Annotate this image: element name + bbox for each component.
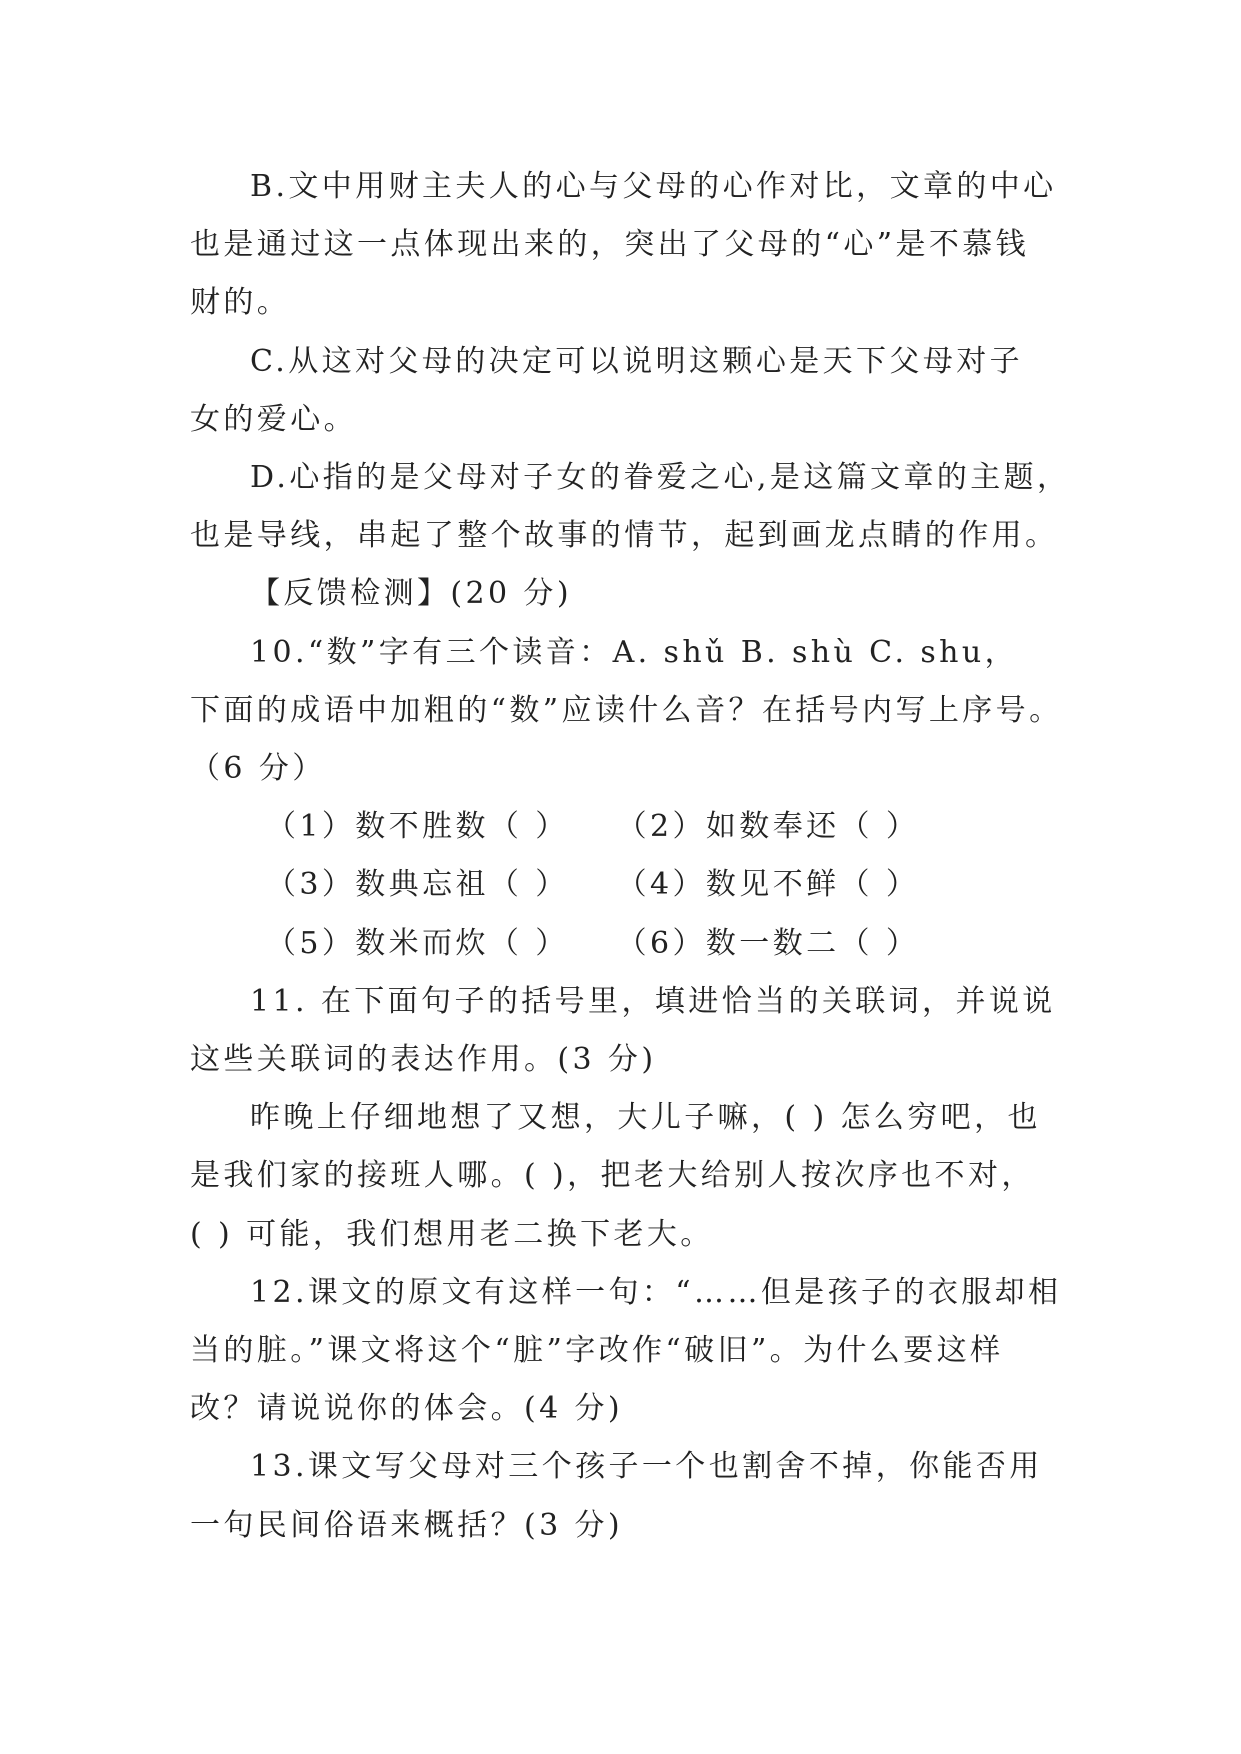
question-12-line-2: 当的脏。”课文将这个“脏”字改作“破旧”。为什么要这样	[190, 1333, 1004, 1369]
section-heading: 【反馈检测】(20 分)	[250, 576, 572, 612]
question-11-passage-line-1: 昨晚上仔细地想了又想，大儿子嘛，( ) 怎么穷吧，也	[250, 1100, 1041, 1136]
idiom-row-3	[190, 915, 1050, 973]
idiom-item: （3）数典忘祖（ ）	[266, 867, 569, 903]
idiom-item: （6）数一数二（ ）	[616, 925, 920, 961]
option-b-line-1: B.文中用财主夫人的心与父母的心作对比，文章的中心	[250, 169, 1057, 204]
idiom-item: （4）数见不鲜（ ）	[616, 867, 920, 903]
question-11-line-1: 11. 在下面句子的括号里，填进恰当的关联词，并说说	[250, 983, 1056, 1019]
option-d-line-1: D.心指的是父母对子女的眷爱之心,是这篇文章的主题，	[250, 460, 1071, 496]
question-13-line-2: 一句民间俗语来概括？(3 分)	[190, 1507, 624, 1543]
question-11-passage-line-2: 是我们家的接班人哪。( )，把老大给别人按次序也不对，	[190, 1158, 1035, 1194]
idiom-row-1	[190, 798, 1050, 856]
question-12-line-3: 改？请说说你的体会。(4 分)	[190, 1391, 624, 1427]
option-b-line-3: 财的。	[190, 285, 291, 321]
question-10-line-3: （6 分）	[190, 751, 326, 787]
option-d-line-2: 也是导线，串起了整个故事的情节，起到画龙点睛的作用。	[190, 518, 1059, 554]
question-11-line-2: 这些关联词的表达作用。(3 分)	[190, 1042, 657, 1078]
option-c-line-2: 女的爱心。	[190, 401, 357, 437]
idiom-item: （5）数米而炊（ ）	[266, 925, 569, 961]
question-11-passage-line-3: ( ) 可能，我们想用老二换下老大。	[190, 1216, 714, 1252]
question-12-line-1: 12.课文的原文有这样一句：“……但是孩子的衣服却相	[250, 1274, 1062, 1310]
idiom-item: （1）数不胜数（ ）	[266, 809, 569, 845]
question-13-line-1: 13.课文写父母对三个孩子一个也割舍不掉，你能否用	[250, 1449, 1043, 1485]
document-page	[190, 158, 1071, 1555]
option-b-line-2: 也是通过这一点体现出来的，突出了父母的“心”是不慕钱	[190, 227, 1030, 263]
question-10-line-1: 10.“数”字有三个读音：A. shǔ B. shù C. shu，	[250, 634, 1018, 670]
option-c-line-1: C.从这对父母的决定可以说明这颗心是天下父母对子	[250, 343, 1024, 379]
question-10-line-2: 下面的成语中加粗的“数”应读什么音？在括号内写上序号。	[190, 692, 1063, 728]
idiom-item: （2）如数奉还（ ）	[616, 809, 920, 845]
idiom-row-2	[190, 856, 1050, 914]
